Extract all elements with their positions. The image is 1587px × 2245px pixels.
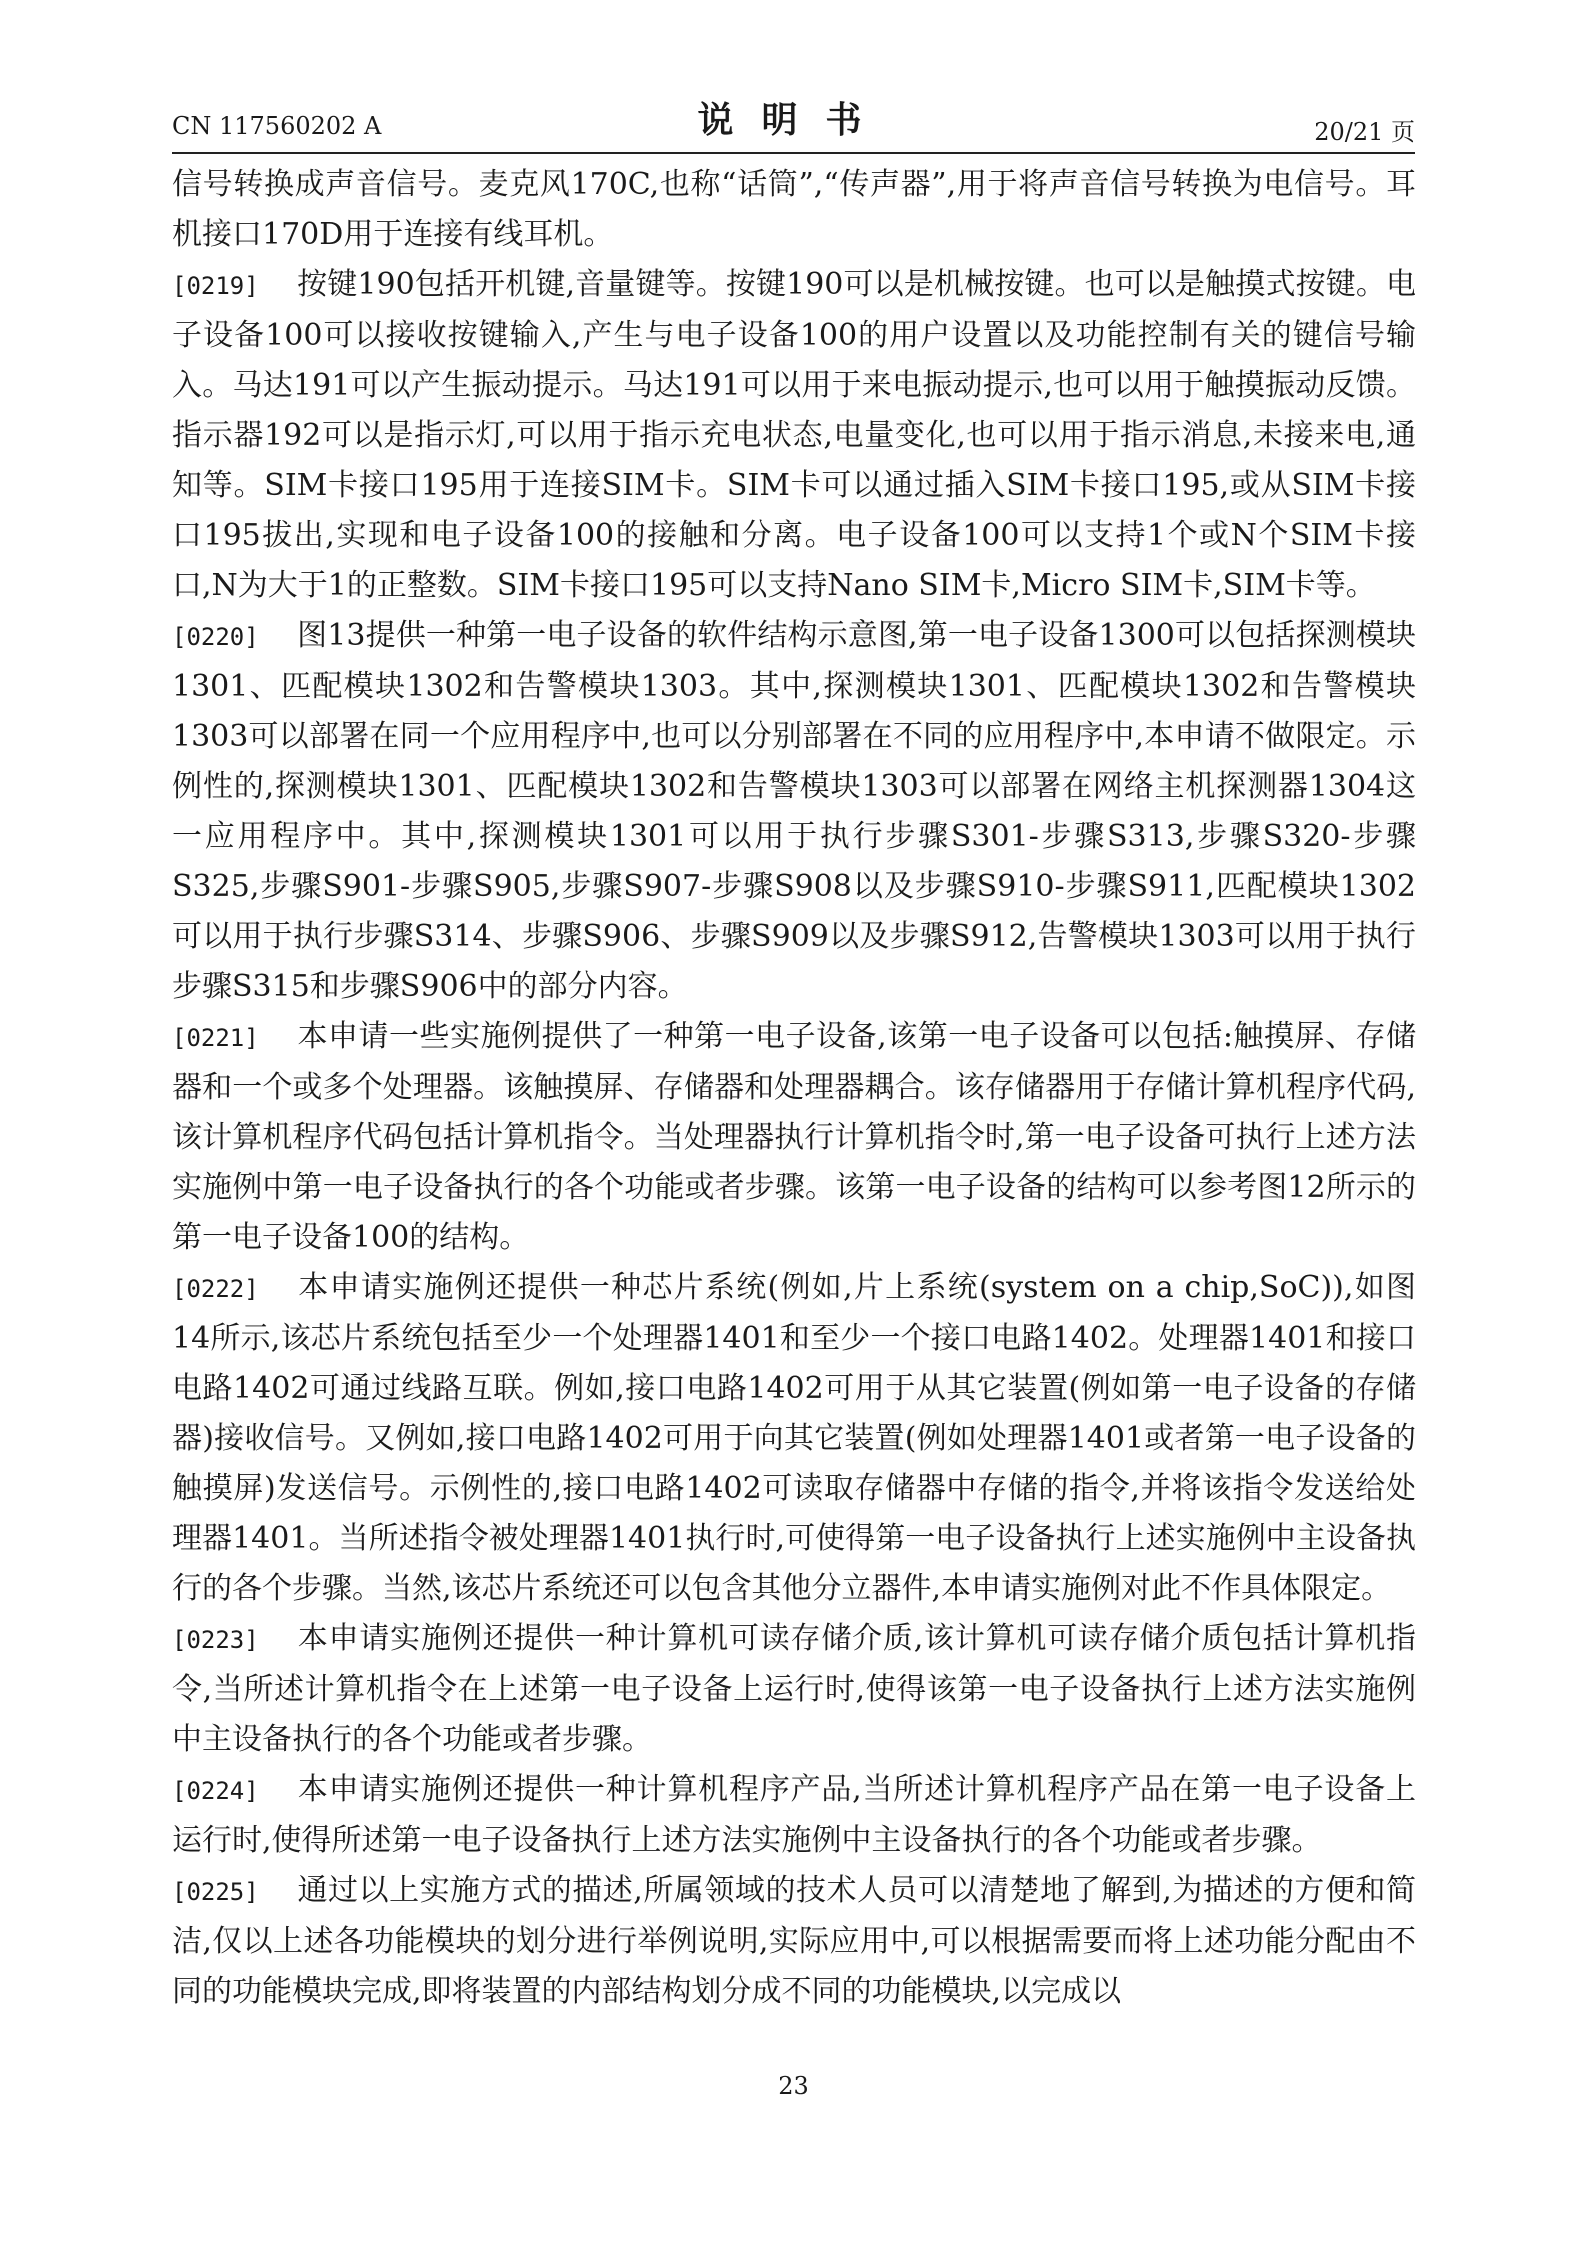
- paragraph-number: [0221]: [172, 1024, 259, 1052]
- paragraph-text: 通过以上实施方式的描述,所属领域的技术人员可以清楚地了解到,为描述的方便和简洁,仅以上述各功能模块的划分进行举例说明,实际应用中,可以根据需要而将上述功能分配由不同的功能模块完成,即将装置的内部结构划分成不同的功能模块,以完成以: [172, 1873, 1416, 2009]
- intro-paragraph: 信号转换成声音信号。麦克风170C,也称“话筒”,“传声器”,用于将声音信号转换为电信号。耳机接口170D用于连接有线耳机。: [172, 167, 1416, 252]
- page-header: [172, 92, 1415, 150]
- paragraph-0220: [172, 611, 1416, 1012]
- paragraph-0224: [172, 1765, 1416, 1866]
- paragraph-0221: [172, 1012, 1416, 1263]
- paragraph-number: [0224]: [172, 1777, 259, 1805]
- body-text: [172, 160, 1416, 2017]
- page-of-total: 20/21 页: [1314, 118, 1415, 146]
- paragraph-number: [0222]: [172, 1275, 259, 1303]
- paragraph-number: [0219]: [172, 272, 259, 300]
- document-title: 说明书: [697, 100, 890, 141]
- paragraph-0225: [172, 1866, 1416, 2017]
- paragraph-text: 本申请一些实施例提供了一种第一电子设备,该第一电子设备可以包括:触摸屏、存储器和一个或多个处理器。该触摸屏、存储器和处理器耦合。该存储器用于存储计算机程序代码,该计算机程序代码包括计算机指令。当处理器执行计算机指令时,第一电子设备可执行上述方法实施例中第一电子设备执行的各个功能或者步骤。该第一电子设备的结构可以参考图12所示的第一电子设备100的结构。: [172, 1019, 1416, 1255]
- paragraph-text: 本申请实施例还提供一种计算机可读存储介质,该计算机可读存储介质包括计算机指令,当所述计算机指令在上述第一电子设备上运行时,使得该第一电子设备执行上述方法实施例中主设备执行的各个功能或者步骤。: [172, 1621, 1416, 1757]
- paragraph-text: 本申请实施例还提供一种计算机程序产品,当所述计算机程序产品在第一电子设备上运行时,使得所述第一电子设备执行上述方法实施例中主设备执行的各个功能或者步骤。: [172, 1772, 1416, 1858]
- paragraph-number: [0220]: [172, 623, 259, 651]
- paragraph-text: 按键190包括开机键,音量键等。按键190可以是机械按键。也可以是触摸式按键。电子设备100可以接收按键输入,产生与电子设备100的用户设置以及功能控制有关的键信号输入。马达191可以产生振动提示。马达191可以用于来电振动提示,也可以用于触摸振动反馈。指示器192可以是指示灯,可以用于指示充电状态,电量变化,也可以用于指示消息,未接来电,通知等。SIM卡接口195用于连接SIM卡。SIM卡可以通过插入SIM卡接口195,或从SIM卡接口195拔出,实现和电子设备100的接触和分离。电子设备100可以支持1个或N个SIM卡接口,N为大于1的正整数。SIM卡接口195可以支持Nano SIM卡,Micro SIM卡,SIM卡等。: [172, 267, 1416, 603]
- paragraph-0223: [172, 1614, 1416, 1765]
- paragraph-0219: [172, 260, 1416, 611]
- page-number: 23: [778, 2072, 809, 2100]
- paragraph-text: 本申请实施例还提供一种芯片系统(例如,片上系统(system on a chip,SoC)),如图14所示,该芯片系统包括至少一个处理器1401和至少一个接口电路1402。处理器1401和接口电路1402可通过线路互联。例如,接口电路1402可用于从其它装置(例如第一电子设备的存储器)接收信号。又例如,接口电路1402可用于向其它装置(例如处理器1401或者第一电子设备的触摸屏)发送信号。示例性的,接口电路1402可读取存储器中存储的指令,并将该指令发送给处理器1401。当所述指令被处理器1401执行时,可使得第一电子设备执行上述实施例中主设备执行的各个步骤。当然,该芯片系统还可以包含其他分立器件,本申请实施例对此不作具体限定。: [172, 1270, 1416, 1606]
- publication-number: CN 117560202 A: [172, 112, 382, 140]
- paragraph-0222: [172, 1263, 1416, 1614]
- paragraph-number: [0225]: [172, 1878, 259, 1906]
- paragraph-number: [0223]: [172, 1626, 259, 1654]
- paragraph-text: 图13提供一种第一电子设备的软件结构示意图,第一电子设备1300可以包括探测模块1301、匹配模块1302和告警模块1303。其中,探测模块1301、匹配模块1302和告警模块1303可以部署在同一个应用程序中,也可以分别部署在不同的应用程序中,本申请不做限定。示例性的,探测模块1301、匹配模块1302和告警模块1303可以部署在网络主机探测器1304这一应用程序中。其中,探测模块1301可以用于执行步骤S301-步骤S313,步骤S320-步骤S325,步骤S901-步骤S905,步骤S907-步骤S908以及步骤S910-步骤S911,匹配模块1302可以用于执行步骤S314、步骤S906、步骤S909以及步骤S912,告警模块1303可以用于执行步骤S315和步骤S906中的部分内容。: [172, 618, 1416, 1004]
- header-rule: [172, 152, 1415, 154]
